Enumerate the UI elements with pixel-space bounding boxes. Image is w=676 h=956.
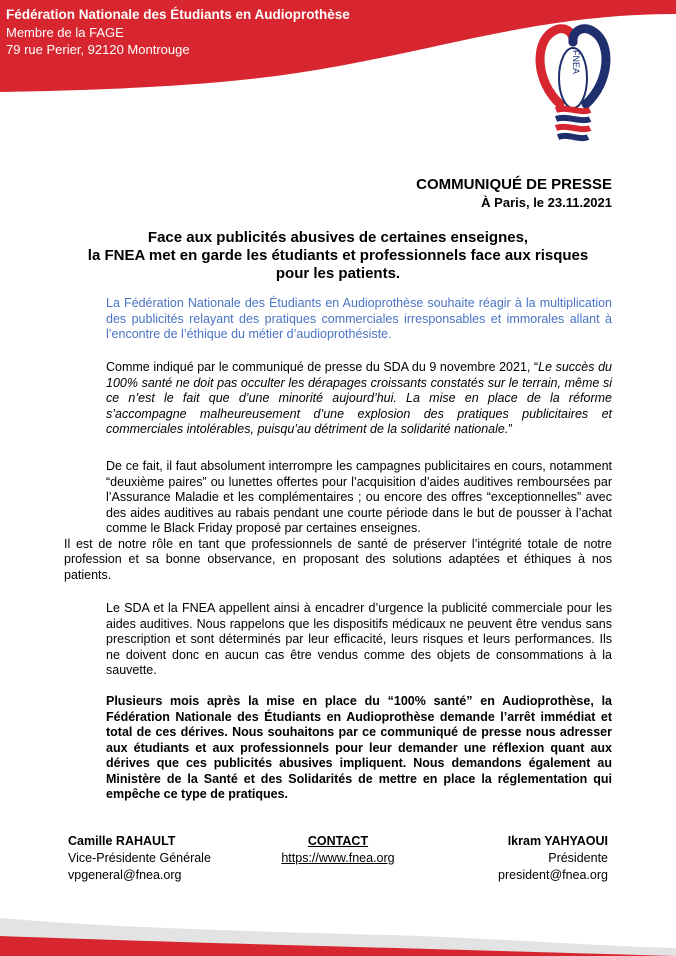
press-kind: COMMUNIQUÉ DE PRESSE [416,176,612,193]
signatory-role-left: Vice-Présidente Générale [68,851,211,865]
paragraph-campaigns [64,459,612,583]
role-text: Il est de notre rôle en tant que professionnels de santé de préserver l’intégrité totale de notre profession et sa bonne observance, en proposant des solutions adaptées et éthiques à nos patients. [64,536,612,582]
campaigns-text: De ce fait, il faut absolument interrompre les campagnes publicitaires en cours, notamment “deuxième paires” ou lunettes offertes pour l’acquisition d’aides auditives remboursées par l’Assurance Maladie et les complémentaires ; ou encore des offres “exceptionnelles” avec des aides auditives au rabais pendant une courte période dans le but de pousser à l’achat comme le Black Friday proposé par certaines enseignes. [106,459,612,535]
signatory-name-right: Ikram YAHYAOUI [507,834,608,848]
signature-right [498,833,608,884]
paragraph-regulation [64,601,612,679]
signature-left [68,833,211,884]
quote-lead: Comme indiqué par le communiqué de presse du SDA du 9 novembre 2021, “ [106,360,539,374]
fnea-logo [530,22,616,146]
quote-text: Le succès du 100% santé ne doit pas occulter les dérapages croissants constatés sur le terrain, même si ce n’est le fait que d’une minorité aujourd’hui. La mise en place de la réforme s’accompagne malheureusement d’une explosion des pratiques publicitaires et commerciales intolérables, puisqu’au détriment de la solidarité nationale. [106,360,612,436]
quote-body [64,360,612,438]
page-title [64,229,612,283]
paragraph-demand [64,694,612,803]
title-line-2: la FNEA met en garde les étudiants et professionnels face aux risques [87,247,589,264]
intro-text: La Fédération Nationale des Étudiants en Audioprothèse souhaite réagir à la multiplication des publicités relayant des pratiques commerciales irresponsables et immorales allant à l’encontre de l’éthique du métier d’audioprothésiste. [106,296,612,341]
signatory-name-left: Camille RAHAULT [68,834,176,848]
demand-text: Plusieurs mois après la mise en place du “100% santé” en Audioprothèse, la Fédération Nationale des Étudiants en Audioprothèse demande l’arrêt immédiat et total de ces dérives. Nous souhaitons par ce communiqué de presse nous adresser aux étudiants et aux professionnels pour leur demander une réflexion quant aux dérives que ces publicités abusives impliquent. Nous demandons également au Ministère de la Santé et des Solidarités de mettre en place la réglementation qui empêche ce type de pratiques. [106,694,612,801]
signatory-role-right: Présidente [548,851,608,865]
title-line-3: pour les patients. [275,265,401,282]
regulation-text: Le SDA et la FNEA appellent ainsi à encadrer d’urgence la publicité commerciale pour les aides auditives. Nous rappelons que les dispositifs médicaux ne peuvent être vendus sans prescription et sont déterminés par leur efficacité, leurs risques et leurs performances. Ils ne doivent donc en aucun cas être vendus comme des objets de consommations à la sauvette. [106,601,612,677]
signatory-email-left[interactable]: vpgeneral@fnea.org [68,868,182,882]
intro-paragraph [64,296,612,343]
contact-heading: CONTACT [307,834,369,848]
org-name: Fédération Nationale des Étudiants en Audioprothèse [6,7,350,22]
footer-wave [0,896,676,956]
quote-end: ” [508,422,513,436]
header-text [6,6,350,59]
paragraph-sda-quote [64,360,612,438]
place-date: À Paris, le 23.11.2021 [481,195,612,210]
logo-wordmark: FNEA [571,49,581,75]
contact-block [238,833,438,867]
press-header [416,176,612,211]
signatory-email-right[interactable]: president@fnea.org [498,868,608,882]
website-link[interactable]: https://www.fnea.org [281,851,395,865]
address: 79 rue Perier, 92120 Montrouge [6,42,190,57]
member-of: Membre de la FAGE [6,24,124,40]
title-line-1: Face aux publicités abusives de certaines enseignes, [147,229,529,246]
